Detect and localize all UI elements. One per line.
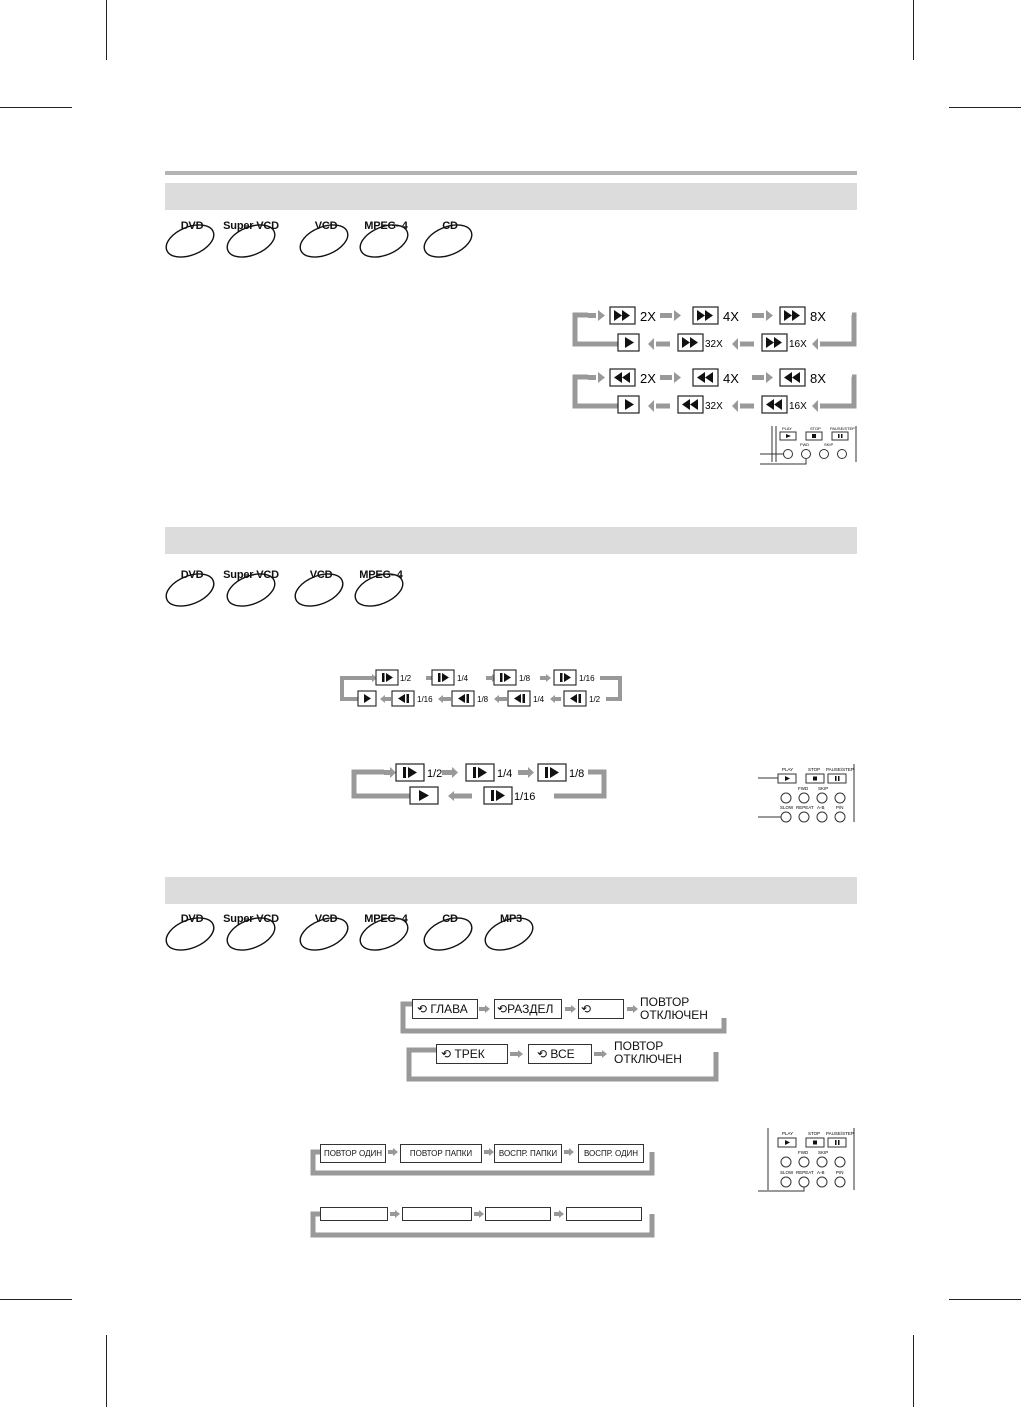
repeat-icon: ⟲: [417, 1002, 428, 1016]
ff-speed-label: 8X: [810, 309, 826, 324]
remote-play-label: PLAY: [782, 1131, 794, 1136]
remote-fwd-label: FWD: [798, 1150, 809, 1155]
remote-play-label: PLAY: [782, 767, 794, 772]
repeat-mode-box: ВОСПР. ПАПКИ: [494, 1144, 562, 1163]
repeat-blank-box: [320, 1207, 388, 1221]
remote-fwd-label: FWD: [800, 442, 810, 447]
disc-icon: Super VCD: [222, 568, 280, 608]
slow-speed-label: 1/8: [569, 768, 585, 780]
repeat-off-label: ПОВТОР ОТКЛЮЧЕН: [640, 995, 708, 1022]
disc-icon: CD: [421, 219, 479, 259]
remote-slow-label: SLOW: [780, 805, 794, 810]
repeat-off-label: ПОВТОР ОТКЛЮЧЕН: [614, 1039, 682, 1066]
disc-icon: MPEG–4: [357, 219, 415, 259]
repeat-blank-box: [566, 1207, 642, 1221]
remote-ab-label: A-B: [817, 1170, 825, 1175]
repeat-all-box: [528, 1044, 592, 1064]
remote-skip-label: SKIP: [818, 786, 829, 791]
slow-vcd-diagram: [350, 760, 612, 808]
disc-icon: DVD: [163, 219, 221, 259]
slow-speed-label: 1/8: [477, 695, 489, 704]
crop-mark: [0, 107, 72, 108]
repeat-blank-box: [485, 1207, 551, 1221]
section-bar-repeat: [165, 877, 857, 904]
fr-speed-label: 16X: [789, 401, 807, 412]
crop-mark: [106, 0, 107, 60]
repeat-icon: ⟲: [537, 1047, 548, 1061]
repeat-mode-box: ВОСПР. ОДИН: [578, 1144, 644, 1163]
ff-speed-label: 2X: [640, 309, 656, 324]
disc-icon: DVD: [163, 912, 221, 952]
disc-icon: MPEG–4: [357, 912, 415, 952]
crop-mark: [949, 107, 1021, 108]
remote-play-label: PLAY: [782, 426, 792, 431]
section-bar-slow: [165, 527, 857, 554]
repeat-track-box: [436, 1044, 508, 1064]
crop-mark: [106, 1335, 107, 1407]
remote-stop-label: STOP: [810, 426, 821, 431]
slow-speed-label: 1/16: [514, 791, 536, 803]
remote-pause-label: PAUSE/STEP: [826, 1131, 854, 1136]
fast-forward-diagram: [570, 304, 860, 356]
disc-icon: MP3: [482, 912, 540, 952]
section-bar-fast: [165, 183, 857, 210]
repeat-track-label: ТРЕК: [454, 1047, 485, 1061]
remote-skip-label: SKIP: [818, 1150, 829, 1155]
repeat-all-box: [578, 999, 624, 1019]
remote-repeat-label: REPEAT: [796, 1170, 814, 1175]
remote-pn-label: P/N: [836, 1170, 844, 1175]
remote-stop-label: STOP: [808, 767, 821, 772]
crop-mark: [949, 1299, 1021, 1300]
ff-speed-label: 16X: [789, 339, 807, 350]
repeat-chapter-label: ГЛАВА: [430, 1002, 468, 1016]
disc-icon: CD: [421, 912, 479, 952]
repeat-cd-diagram: [404, 1040, 722, 1084]
repeat-mp3-diagram: [308, 1140, 658, 1178]
remote-fragment-fwd: [760, 424, 860, 466]
slow-speed-label: 1/2: [427, 768, 443, 780]
remote-pause-label: PAUSE/STEP: [826, 767, 854, 772]
repeat-mode-box: ПОВТОР ОДИН: [320, 1144, 386, 1163]
repeat-icon: ⟲: [441, 1047, 452, 1061]
slow-speed-label: 1/16: [579, 674, 595, 683]
ff-speed-label: 32X: [705, 339, 723, 350]
slow-speed-label: 1/2: [400, 674, 412, 683]
remote-fragment-repeat: [758, 1126, 858, 1194]
slow-speed-label: 1/8: [519, 674, 531, 683]
disc-icon: VCD: [292, 568, 350, 608]
ff-speed-label: 4X: [723, 309, 739, 324]
slow-speed-label: 1/2: [589, 695, 601, 704]
fr-speed-label: 8X: [810, 371, 826, 386]
fr-speed-label: 4X: [723, 371, 739, 386]
remote-pause-label: PAUSE/STEP: [830, 426, 855, 431]
disc-icon: DVD: [163, 568, 221, 608]
repeat-all-label: ВСЕ: [550, 1047, 575, 1061]
remote-slow-label: SLOW: [780, 1170, 794, 1175]
slow-speed-label: 1/16: [417, 695, 433, 704]
remote-stop-label: STOP: [808, 1131, 821, 1136]
repeat-title-label: РАЗДЕЛ: [507, 1002, 554, 1016]
fast-reverse-diagram: [570, 366, 860, 418]
header-rule: [165, 171, 857, 175]
disc-icon: VCD: [297, 219, 355, 259]
slow-speed-label: 1/4: [533, 695, 545, 704]
crop-mark: [913, 1335, 914, 1407]
remote-pn-label: P/N: [836, 805, 844, 810]
slow-speed-label: 1/4: [457, 674, 469, 683]
disc-icon: VCD: [297, 912, 355, 952]
repeat-icon: ⟲: [497, 1002, 508, 1016]
disc-icon: Super VCD: [222, 912, 280, 952]
crop-mark: [0, 1299, 72, 1300]
repeat-icon: ⟲: [581, 1002, 592, 1016]
remote-fwd-label: FWD: [798, 786, 809, 791]
fr-speed-label: 2X: [640, 371, 656, 386]
slow-dvd-diagram: [338, 668, 628, 712]
repeat-blank-box: [402, 1207, 472, 1221]
repeat-dvd-diagram: [398, 996, 732, 1036]
repeat-title-box: [494, 999, 562, 1019]
repeat-blank-diagram: [308, 1204, 658, 1240]
repeat-mode-box: ПОВТОР ПАПКИ: [400, 1144, 482, 1163]
disc-icon: MPEG–4: [352, 568, 410, 608]
crop-mark: [913, 0, 914, 60]
repeat-chapter-box: [412, 999, 478, 1019]
remote-repeat-label: REPEAT: [796, 805, 814, 810]
remote-skip-label: SKIP: [824, 442, 834, 447]
remote-fragment-slow: [758, 762, 858, 824]
slow-speed-label: 1/4: [497, 768, 513, 780]
disc-icon: Super VCD: [222, 219, 280, 259]
fr-speed-label: 32X: [705, 401, 723, 412]
remote-ab-label: A-B: [817, 805, 825, 810]
